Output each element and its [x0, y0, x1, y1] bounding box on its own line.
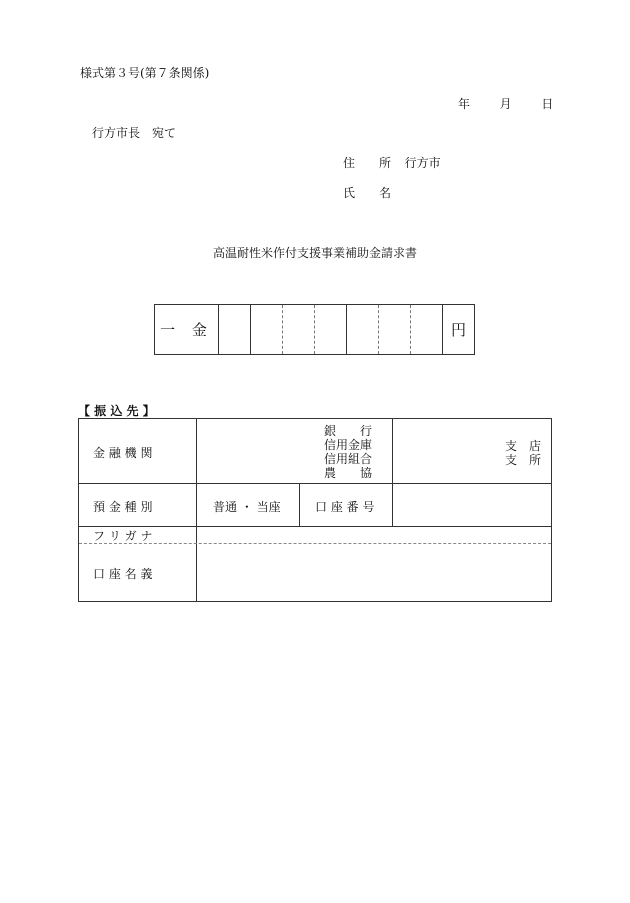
date-day: 日 — [541, 97, 554, 111]
institution-type-credit-union: 信用組合 — [324, 452, 373, 466]
deposit-type-options[interactable]: 普通 ・ 当座 — [213, 500, 281, 514]
institution-type-shinkin: 信用金庫 — [324, 438, 373, 452]
address-line — [343, 154, 441, 171]
amount-digit-cell[interactable] — [219, 305, 251, 354]
branch-type-branch: 支 店 — [505, 439, 542, 453]
amount-digit-cell[interactable] — [283, 305, 315, 354]
name-label: 氏 名 — [343, 186, 392, 200]
address-value: 行方市 — [404, 156, 441, 170]
amount-unit: 円 — [450, 321, 466, 339]
amount-box — [154, 304, 475, 355]
date-month: 月 — [499, 97, 512, 111]
furigana-field[interactable] — [201, 528, 547, 542]
amount-digit-cell[interactable] — [251, 305, 283, 354]
deposit-type-label: 預 金 種 別 — [93, 500, 153, 514]
date-line — [458, 95, 553, 112]
amount-digit-cell[interactable] — [347, 305, 379, 354]
document-title: 高温耐性米作付支援事業補助金請求書 — [212, 246, 417, 260]
amount-digit-cell[interactable] — [315, 305, 347, 354]
institution-label: 金 融 機 関 — [93, 446, 153, 460]
bank-section-heading: 【 振 込 先 】 — [78, 404, 155, 418]
addressee: 行方市長 宛て — [92, 126, 177, 140]
institution-type-ja: 農 協 — [324, 466, 373, 480]
account-holder-field[interactable] — [201, 547, 547, 597]
amount-prefix: 一 金 — [155, 305, 219, 354]
amount-digit-cell[interactable] — [411, 305, 443, 354]
furigana-label: フ リ ガ ナ — [93, 529, 153, 543]
amount-digit-cell[interactable] — [379, 305, 411, 354]
institution-type-bank: 銀 行 — [324, 424, 373, 438]
account-holder-label: 口 座 名 義 — [93, 567, 153, 581]
bank-table — [78, 418, 552, 602]
address-label: 住 所 — [343, 156, 392, 170]
branch-type-office: 支 所 — [505, 453, 542, 467]
account-number-field[interactable] — [397, 485, 547, 525]
account-number-label: 口 座 番 号 — [315, 500, 375, 514]
date-year: 年 — [458, 97, 471, 111]
form-number: 様式第３号(第７条関係) — [80, 66, 210, 80]
